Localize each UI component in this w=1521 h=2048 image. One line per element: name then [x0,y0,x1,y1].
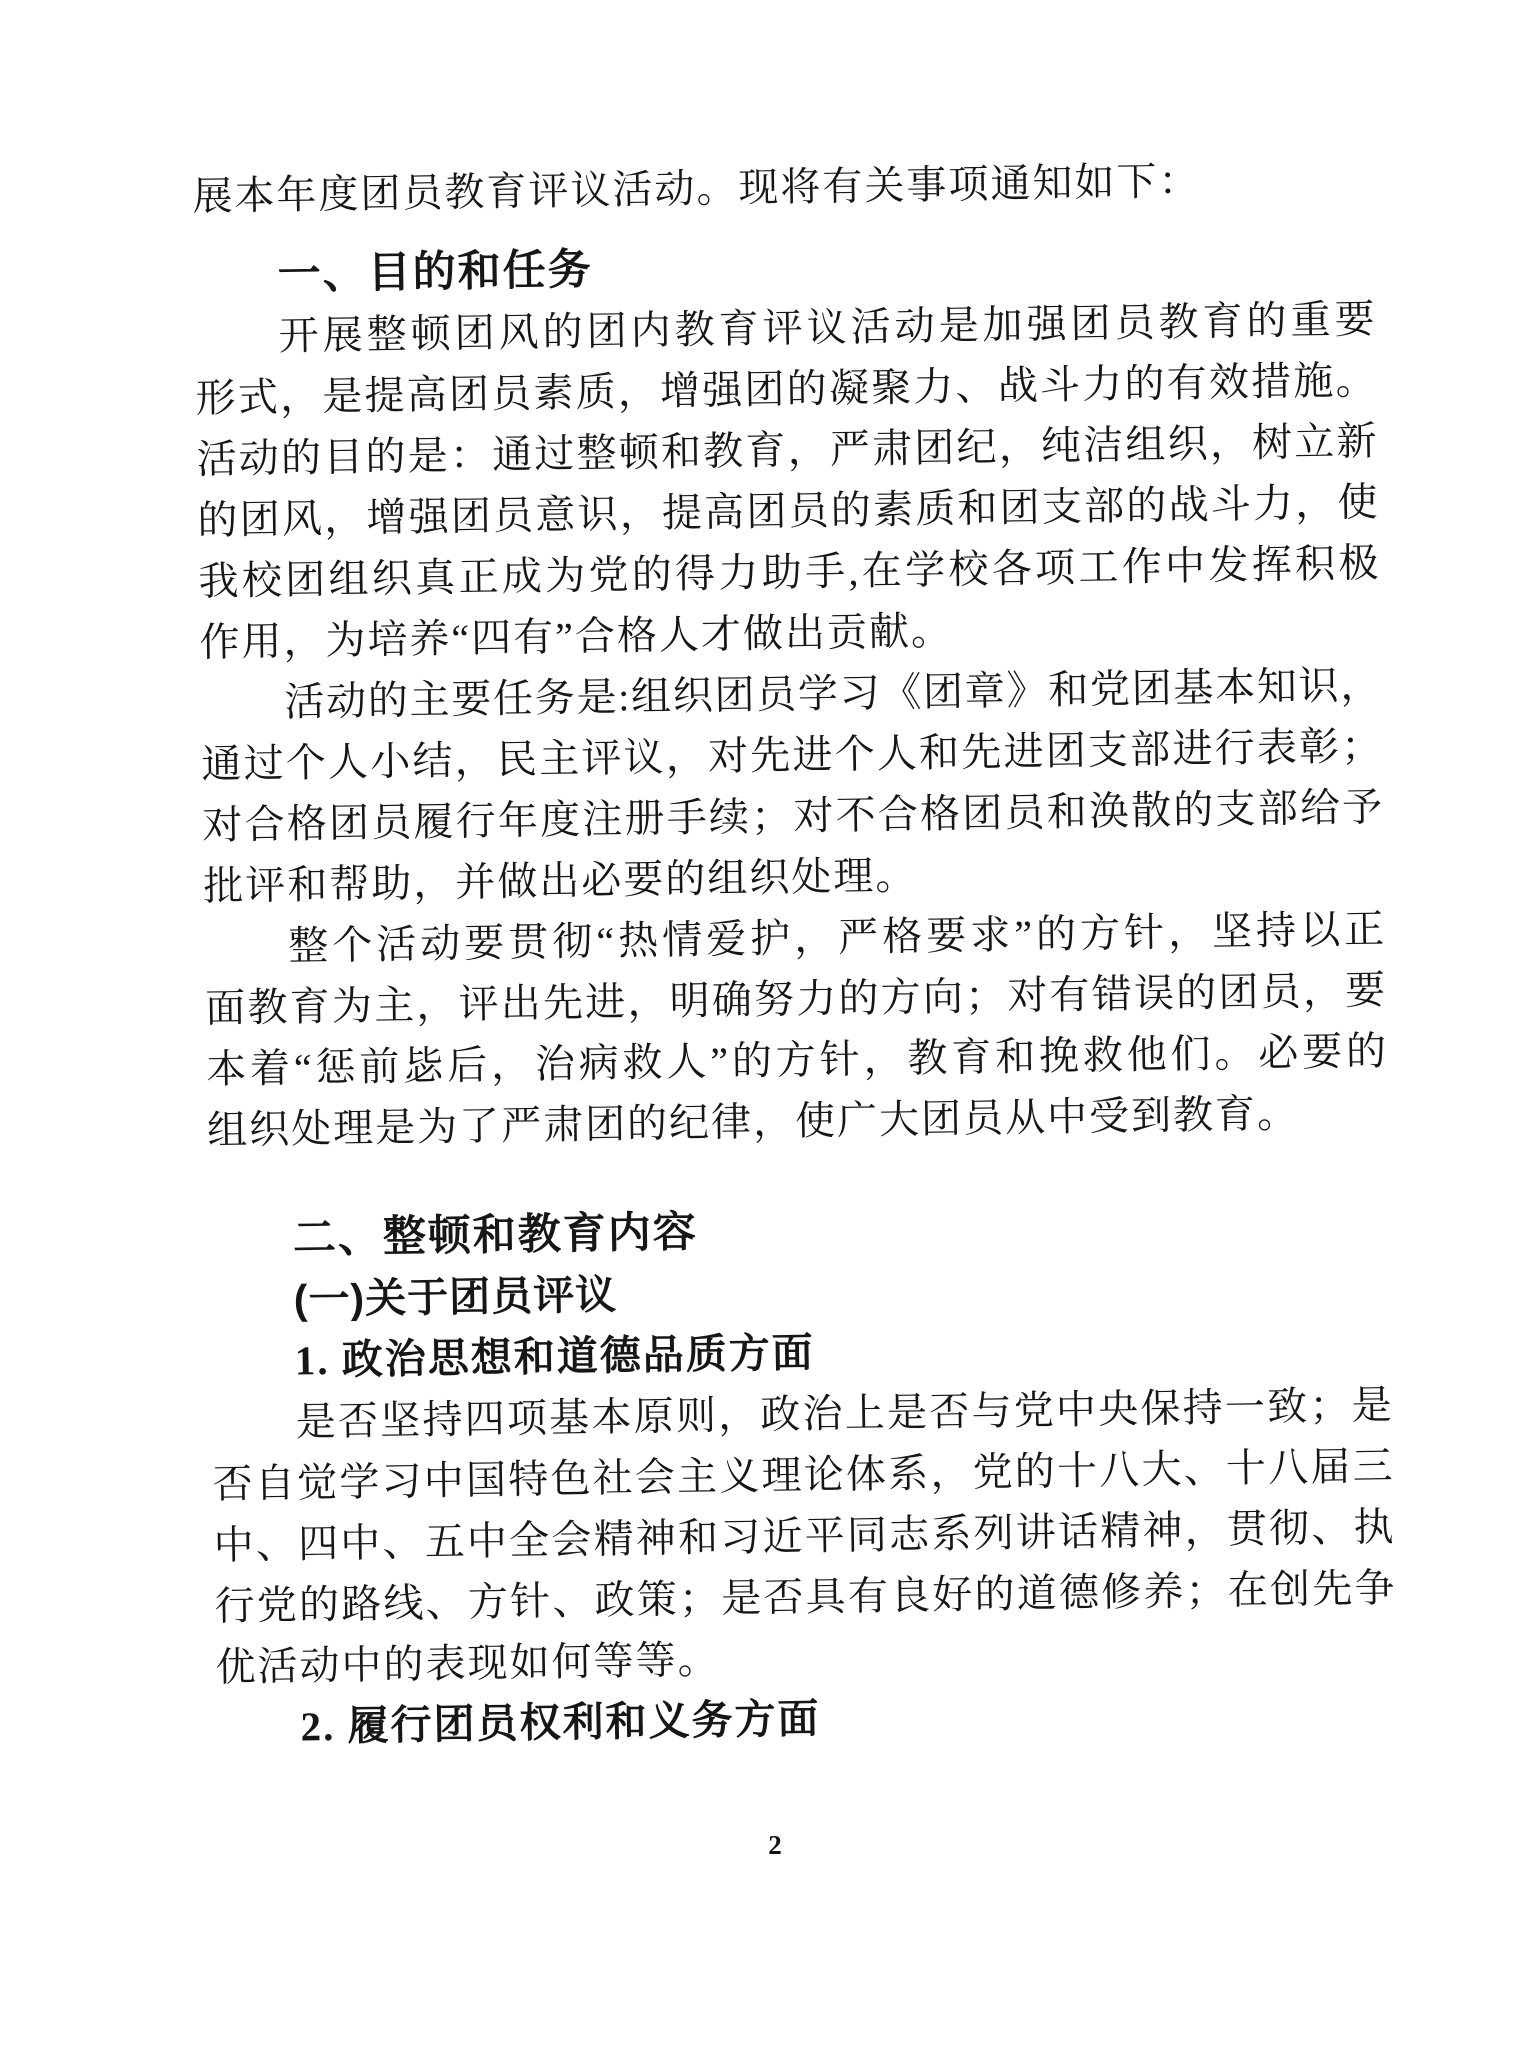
paragraph-line: 中、四中、五中全会精神和习近平同志系列讲话精神，贯彻、执 [213,1504,1394,1568]
heading-purpose-and-tasks: 一、目的和任务 [277,245,594,299]
paragraph-line: 本着“惩前毖后，治病救人”的方针，教育和挽救他们。必要的 [205,1028,1387,1092]
paragraph-line: 组织处理是为了严肃团的纪律，使广大团员从中受到教育。 [206,1090,1300,1153]
document-text-block [192,147,1397,1758]
paragraph-line: 优活动中的表现如何等等。 [215,1636,720,1690]
heading-rectification-education-content: 二、整顿和教育内容 [292,1208,699,1263]
subheading-member-review: (一)关于团员评议 [293,1271,618,1323]
numbered-heading-political-moral: 1. 政治思想和道德品质方面 [294,1329,816,1384]
numbered-heading-rights-duties: 2. 履行团员权利和义务方面 [300,1695,821,1750]
paragraph-line: 作用，为培养“四有”合格人才做出贡献。 [199,608,954,665]
paragraph-line: 开展整顿团风的团内教育评议活动是加强团员教育的重要 [278,296,1375,359]
paragraph-line: 展本年度团员教育评议活动。现将有关事项通知如下： [192,158,1201,219]
paragraph-line: 否自觉学习中国特色社会主义理论体系，党的十八大、十八届三 [212,1443,1393,1507]
paragraph-line: 的团风，增强团员意识，提高团员的素质和团支部的战斗力，使 [197,479,1378,543]
paragraph-line: 通过个人小结，民主评议，对先进个人和先进团支部进行表彰； [201,723,1382,787]
paragraph-line: 活动的目的是：通过整顿和教育，严肃团纪，纯洁组织，树立新 [196,418,1377,482]
paragraph-line: 我校团组织真正成为党的得力助手,在学校各项工作中发挥积极 [198,540,1379,604]
paragraph-line: 活动的主要任务是:组织团员学习《团章》和党团基本知识， [284,662,1381,725]
paragraph-line: 整个活动要贯彻“热情爱护，严格要求”的方针，坚持以正 [287,906,1385,969]
paragraph-line: 面教育为主，评出先进，明确努力的方向；对有错误的团员，要 [204,967,1386,1031]
paragraph-line: 行党的路线、方针、政策；是否具有良好的道德修养；在创先争 [214,1565,1395,1629]
page-number: 2 [768,1830,782,1860]
paragraph-line: 批评和帮助，并做出必要的组织处理。 [202,852,918,909]
paragraph-line: 是否坚持四项基本原则，政治上是否与党中央保持一致；是 [295,1382,1392,1445]
paragraph-line: 对合格团员履行年度注册手续；对不合格团员和涣散的支部给予 [202,784,1383,848]
paragraph-line: 形式，是提高团员素质，增强团的凝聚力、战斗力的有效措施。 [195,357,1376,421]
